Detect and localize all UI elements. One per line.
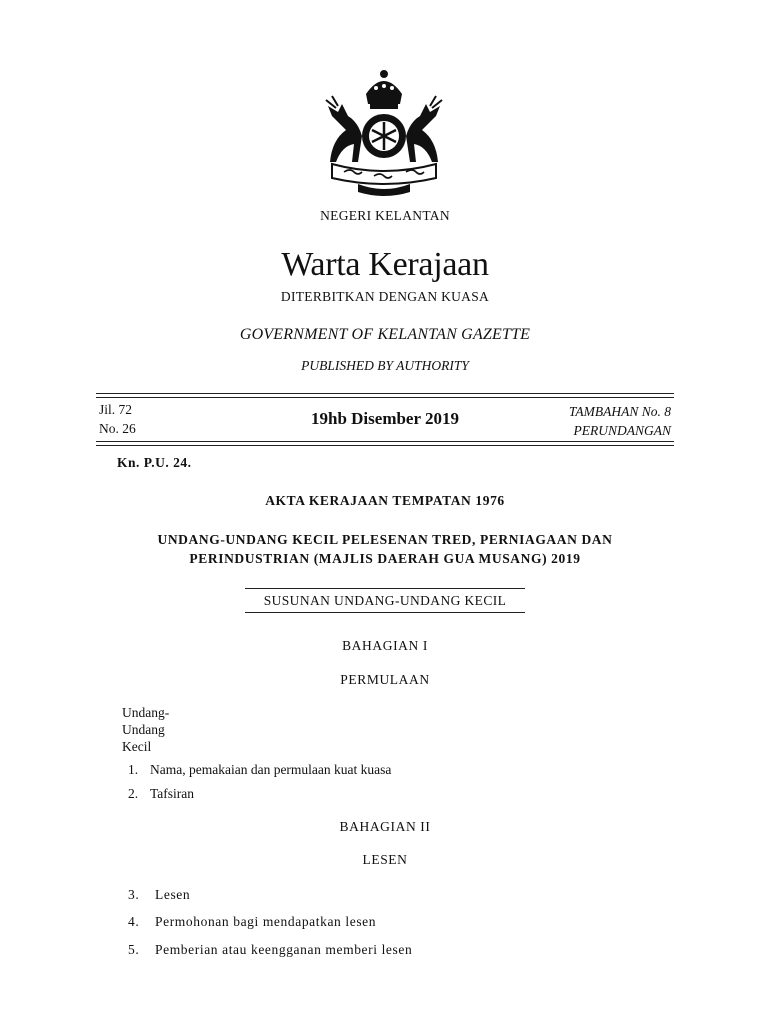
bylaw-title-line-1: UNDANG-UNDANG KECIL PELESENAN TRED, PERNIAGAAN DAN xyxy=(157,532,613,547)
item-text: Permohonan bagi mendapatkan lesen xyxy=(155,914,377,929)
part-2-title: LESEN xyxy=(362,852,408,867)
item-number: 4. xyxy=(128,914,140,929)
coat-of-arms-icon xyxy=(318,66,450,198)
top-rule-1 xyxy=(96,393,674,394)
list-item xyxy=(128,786,194,802)
margin-note-line-1: Undang- xyxy=(122,705,170,720)
gazette-title: Warta Kerajaan xyxy=(281,246,489,283)
item-text: Lesen xyxy=(155,887,191,902)
issue-date: 19hb Disember 2019 xyxy=(311,409,459,428)
part-2-heading: BAHAGIAN II xyxy=(339,819,431,834)
list-item xyxy=(128,762,391,778)
part-1-heading: BAHAGIAN I xyxy=(342,638,428,653)
list-item xyxy=(128,942,412,958)
item-text: Nama, pemakaian dan permulaan kuat kuasa xyxy=(150,762,392,777)
supplement-number: TAMBAHAN No. 8 xyxy=(568,404,671,419)
item-number: 3. xyxy=(128,887,140,902)
state-name: NEGERI KELANTAN xyxy=(320,208,450,223)
list-item xyxy=(128,887,190,903)
authority-line-en: PUBLISHED BY AUTHORITY xyxy=(301,358,469,373)
authority-line-ms: DITERBITKAN DENGAN KUASA xyxy=(280,289,490,304)
item-text: Pemberian atau keengganan memberi lesen xyxy=(155,942,413,957)
gazette-title-en: GOVERNMENT OF KELANTAN GAZETTE xyxy=(239,326,531,343)
item-number: 2. xyxy=(128,786,139,801)
list-item xyxy=(128,914,376,930)
margin-note-line-3: Kecil xyxy=(122,739,152,754)
bottom-rule-2 xyxy=(96,445,674,446)
item-number: 5. xyxy=(128,942,140,957)
bylaw-title xyxy=(0,530,770,568)
supplement-category: PERUNDANGAN xyxy=(573,423,671,438)
part-1-title: PERMULAAN xyxy=(340,672,430,687)
item-number: 1. xyxy=(128,762,139,777)
bottom-rule-1 xyxy=(96,441,674,442)
arrangement-heading: SUSUNAN UNDANG-UNDANG KECIL xyxy=(245,588,525,613)
supplement-block xyxy=(569,402,671,440)
reference-number: Kn. P.U. 24. xyxy=(117,455,192,470)
volume-number: Jil. 72 xyxy=(99,402,133,417)
top-rule-2 xyxy=(96,397,674,398)
margin-note-line-2: Undang xyxy=(122,722,165,737)
issue-number: No. 26 xyxy=(99,421,136,436)
bylaw-title-line-2: PERINDUSTRIAN (MAJLIS DAERAH GUA MUSANG) 2019 xyxy=(189,551,581,566)
item-text: Tafsiran xyxy=(150,786,195,801)
act-title: AKTA KERAJAAN TEMPATAN 1976 xyxy=(265,493,505,508)
margin-note xyxy=(122,704,169,755)
